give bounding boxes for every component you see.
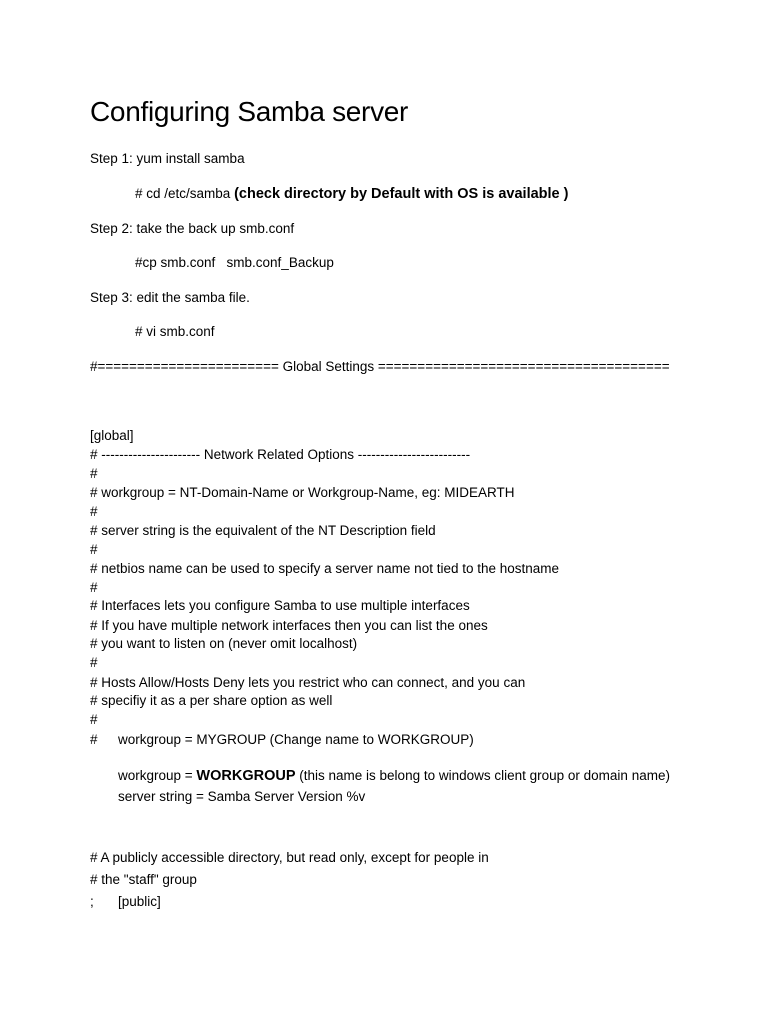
- comment-line: #: [90, 580, 98, 595]
- step-2: Step 2: take the back up smb.conf: [90, 221, 295, 236]
- workgroup-note: (this name is belong to windows client group or domain name): [295, 768, 670, 783]
- comment-line: #: [90, 655, 98, 670]
- comment-line: # server string is the equivalent of the NT Description field: [90, 523, 436, 538]
- comment-line: # workgroup = NT-Domain-Name or Workgroup-Name, eg: MIDEARTH: [90, 485, 515, 500]
- workgroup-setting: [118, 767, 670, 785]
- commented-workgroup: workgroup = MYGROUP (Change name to WORKGROUP): [118, 732, 474, 747]
- public-semicolon: ;: [90, 894, 94, 909]
- step-1-command: [135, 185, 568, 203]
- step-3: Step 3: edit the samba file.: [90, 290, 250, 305]
- step-1-command-text: # cd /etc/samba: [135, 186, 235, 201]
- comment-line: # If you have multiple network interfaces then you can list the ones: [90, 618, 488, 633]
- public-comment: # A publicly accessible directory, but read only, except for people in: [90, 850, 489, 865]
- comment-line: #: [90, 542, 98, 557]
- server-string-setting: server string = Samba Server Version %v: [118, 789, 366, 804]
- network-options-header: # ---------------------- Network Related Options -------------------------: [90, 447, 471, 462]
- step-1-note: (check directory by Default with OS is available ): [234, 186, 569, 202]
- page-title: Configuring Samba server: [90, 96, 409, 127]
- step-2-command: #cp smb.conf smb.conf_Backup: [135, 255, 334, 270]
- workgroup-prefix: workgroup =: [118, 768, 197, 783]
- global-section: [global]: [90, 428, 134, 443]
- step-1: Step 1: yum install samba: [90, 151, 245, 166]
- workgroup-value: WORKGROUP: [196, 768, 296, 784]
- comment-line: # Interfaces lets you configure Samba to use multiple interfaces: [90, 598, 470, 613]
- comment-line: # netbios name can be used to specify a server name not tied to the hostname: [90, 561, 560, 576]
- comment-line: #: [90, 712, 98, 727]
- comment-line: #: [90, 504, 98, 519]
- step-3-command: # vi smb.conf: [135, 324, 215, 339]
- comment-line-hash: #: [90, 732, 98, 747]
- public-section: [public]: [118, 894, 161, 909]
- comment-line: # Hosts Allow/Hosts Deny lets you restrict who can connect, and you can: [90, 675, 526, 690]
- comment-line: # specifiy it as a per share option as well: [90, 693, 333, 708]
- global-settings-header: #======================= Global Settings =====================================: [90, 359, 670, 374]
- comment-line: #: [90, 466, 98, 481]
- public-comment: # the "staff" group: [90, 872, 197, 887]
- comment-line: # you want to listen on (never omit localhost): [90, 636, 358, 651]
